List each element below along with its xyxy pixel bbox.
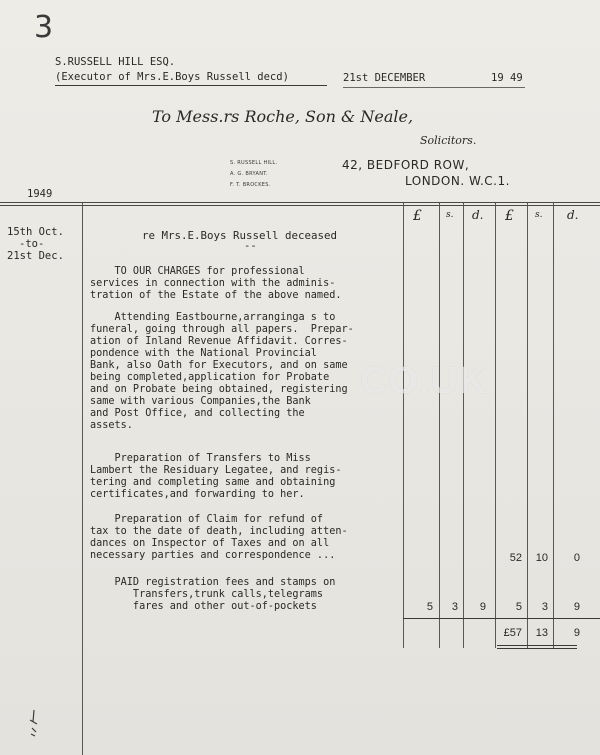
- transfers-line-1: Preparation of Transfers to Miss: [90, 453, 311, 464]
- pencil-tick-mark: [24, 708, 44, 738]
- col-rule-1: [403, 203, 404, 648]
- addressee-underline: [55, 85, 327, 86]
- attending-line-7: and on Probate being obtained, registering: [90, 384, 348, 395]
- firm-address-street: 42, BEDFORD ROW,: [342, 158, 470, 172]
- subject-underline: --: [244, 240, 257, 252]
- partner-2: A. G. BRYANT.: [230, 171, 268, 177]
- period-start: 15th Oct.: [7, 226, 64, 238]
- attending-line-9: and Post Office, and collecting the: [90, 408, 305, 419]
- total-shillings: 13: [535, 627, 548, 639]
- paid-line-3: fares and other out-of-pockets: [90, 601, 317, 612]
- charges-pence: 0: [573, 552, 580, 564]
- col-rule-2: [439, 203, 440, 648]
- invoice-date: 21st DECEMBER: [343, 72, 426, 84]
- col-header-pounds-left: £: [413, 208, 422, 224]
- charges-line-1: TO OUR CHARGES for professional: [90, 266, 305, 277]
- paid-left-shillings: 3: [451, 601, 458, 613]
- col-header-shillings-right: s.: [535, 210, 543, 220]
- firm-address-city: LONDON. W.C.1.: [405, 174, 510, 188]
- period-to: -to-: [19, 238, 45, 250]
- claim-line-3: dances on Inspector of Taxes and on all: [90, 538, 330, 549]
- claim-line-4: necessary parties and correspondence ...: [90, 550, 336, 561]
- addressee-name: S.RUSSELL HILL ESQ.: [55, 56, 176, 68]
- ledger-top-rule-2: [0, 205, 600, 206]
- paid-right-pounds: 5: [515, 601, 522, 613]
- total-double-rule-1: [497, 645, 577, 646]
- paid-right-shillings: 3: [541, 601, 548, 613]
- charges-pounds: 52: [509, 552, 522, 564]
- transfers-line-2: Lambert the Residuary Legatee, and regis-: [90, 465, 342, 476]
- partner-3: F. T. BROCKES.: [230, 182, 271, 188]
- paid-line-2: Transfers,trunk calls,telegrams: [90, 589, 324, 600]
- partner-1: S. RUSSELL HILL.: [230, 160, 278, 166]
- invoice-year-suffix: 49: [510, 72, 523, 84]
- col-rule-6: [553, 203, 554, 648]
- col-rule-3: [463, 203, 464, 648]
- total-pence: 9: [573, 627, 580, 639]
- paid-line-1: PAID registration fees and stamps on: [90, 577, 336, 588]
- attending-line-2: funeral, going through all papers. Prepar-: [90, 324, 354, 335]
- col-rule-5: [527, 203, 528, 648]
- col-rule-4: [495, 203, 496, 648]
- invoice-year-prefix: 19: [491, 72, 504, 84]
- attending-line-10: assets.: [90, 420, 133, 431]
- ledger-top-rule: [0, 202, 600, 203]
- ledger-year: 1949: [27, 188, 53, 200]
- addressee-capacity: (Executor of Mrs.E.Boys Russell decd): [55, 71, 289, 83]
- charges-line-3: tration of the Estate of the above named.: [90, 290, 342, 301]
- total-pounds: £57: [503, 627, 522, 639]
- claim-line-1: Preparation of Claim for refund of: [90, 514, 324, 525]
- transfers-line-3: tering and completing same and obtaining: [90, 477, 336, 488]
- firm-subheading: Solicitors.: [420, 134, 477, 147]
- date-underline: [343, 87, 525, 88]
- attending-line-1: Attending Eastbourne,arranginga s to: [90, 312, 336, 323]
- attending-line-8: same with various Companies,the Bank: [90, 396, 311, 407]
- charges-shillings: 10: [535, 552, 548, 564]
- corner-mark: 3: [34, 10, 54, 45]
- total-double-rule-2: [497, 648, 577, 649]
- paid-left-pence: 9: [479, 601, 486, 613]
- col-header-shillings-left: s.: [446, 210, 454, 220]
- paid-right-pence: 9: [573, 601, 580, 613]
- col-header-pounds-right: £: [505, 208, 514, 224]
- claim-line-2: tax to the date of death, including atten-: [90, 526, 348, 537]
- attending-line-4: pondence with the National Provincial: [90, 348, 317, 359]
- attending-line-5: Bank, also Oath for Executors, and on same: [90, 360, 348, 371]
- ledger-margin-rule: [82, 203, 83, 755]
- attending-line-6: being completed,application for Probate: [90, 372, 330, 383]
- col-header-pence-left: d.: [472, 208, 484, 222]
- subject-title: re Mrs.E.Boys Russell deceased: [142, 229, 338, 242]
- watermark-text: CO.UK: [360, 360, 488, 402]
- paid-left-pounds: 5: [426, 601, 433, 613]
- transfers-line-4: certificates,and forwarding to her.: [90, 489, 305, 500]
- period-end: 21st Dec.: [7, 250, 64, 262]
- col-header-pence-right: d.: [567, 208, 579, 222]
- charges-line-2: services in connection with the adminis-: [90, 278, 336, 289]
- firm-heading: To Mess.rs Roche, Son & Neale,: [152, 107, 414, 126]
- subtotal-rule: [403, 618, 600, 619]
- attending-line-3: ation of Inland Revenue Affidavit. Corres-: [90, 336, 348, 347]
